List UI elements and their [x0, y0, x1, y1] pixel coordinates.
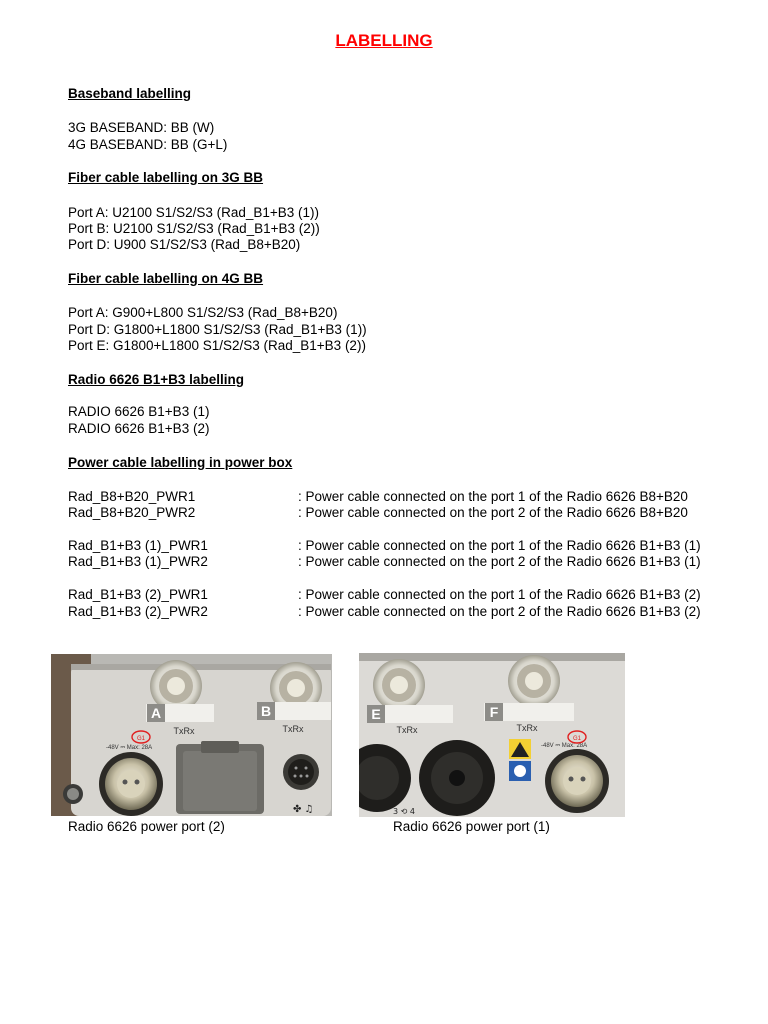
power-spec-text: -48V ⎓ Max: 28A [541, 743, 588, 749]
radio-heading: Radio 6626 B1+B3 labelling [68, 372, 244, 387]
port-letter: A [150, 705, 162, 721]
power-row [68, 505, 688, 522]
fiber3g-line-1: Port A: U2100 S1/S2/S3 (Rad_B1+B3 (1)) [68, 205, 320, 220]
power-row-desc: : Power cable connected on the port 1 of the Radio 6626 B1+B3 (1) [298, 538, 701, 553]
port-letter: B [260, 703, 272, 719]
fiber4g-heading: Fiber cable labelling on 4G BB [68, 271, 264, 286]
power-row-desc: : Power cable connected on the port 2 of the Radio 6626 B1+B3 (1) [298, 554, 701, 569]
fiber3g-heading: Fiber cable labelling on 3G BB [68, 170, 264, 185]
power-row-desc: : Power cable connected on the port 2 of the Radio 6626 B1+B3 (2) [298, 604, 701, 619]
power-row [68, 587, 701, 604]
page-title: LABELLING [335, 31, 433, 50]
power-row-label: Rad_B1+B3 (2)_PWR2 [68, 604, 208, 619]
radio-line-2: RADIO 6626 B1+B3 (2) [68, 421, 210, 436]
power-row [68, 538, 701, 555]
port-tag: TxRx [516, 723, 538, 733]
rotation-label: 3 ⟲ 4 [393, 807, 415, 816]
power-row-desc: : Power cable connected on the port 1 of the Radio 6626 B1+B3 (2) [298, 587, 701, 602]
power-heading: Power cable labelling in power box [68, 455, 293, 470]
fiber4g-line-1: Port A: G900+L800 S1/S2/S3 (Rad_B8+B20) [68, 305, 338, 320]
fiber4g-line-2: Port D: G1800+L1800 S1/S2/S3 (Rad_B1+B3 (1)) [68, 322, 367, 337]
power-row [68, 489, 688, 506]
power-row-label: Rad_B8+B20_PWR1 [68, 489, 196, 504]
baseband-heading: Baseband labelling [68, 86, 192, 101]
power-spec-text: -48V ⎓ Max: 28A [106, 745, 153, 751]
port-letter: E [371, 706, 381, 722]
power-row-desc: : Power cable connected on the port 2 of the Radio 6626 B8+B20 [298, 505, 688, 520]
port-tag: TxRx [396, 725, 418, 735]
port-letter: F [489, 704, 499, 720]
baseband-line-2: 4G BASEBAND: BB (G+L) [68, 137, 228, 152]
baseband-line-1: 3G BASEBAND: BB (W) [68, 120, 215, 135]
power-row [68, 604, 701, 621]
power-row-label: Rad_B1+B3 (1)_PWR2 [68, 554, 208, 569]
caption-left: Radio 6626 power port (2) [68, 819, 225, 834]
power-row [68, 554, 701, 571]
power-row-label: Rad_B1+B3 (2)_PWR1 [68, 587, 208, 602]
fan-bell-icons: ✤ ♫ [293, 804, 314, 815]
fiber3g-line-2: Port B: U2100 S1/S2/S3 (Rad_B1+B3 (2)) [68, 221, 320, 236]
fiber3g-line-3: Port D: U900 S1/S2/S3 (Rad_B8+B20) [68, 237, 301, 252]
power-row-label: Rad_B8+B20_PWR2 [68, 505, 196, 520]
power-row-desc: : Power cable connected on the port 1 of the Radio 6626 B8+B20 [298, 489, 688, 504]
power-row-label: Rad_B1+B3 (1)_PWR1 [68, 538, 208, 553]
circled-marking: G1 [136, 736, 146, 742]
fiber4g-line-3: Port E: G1800+L1800 S1/S2/S3 (Rad_B1+B3 (2)) [68, 338, 366, 353]
circled-marking: G1 [572, 736, 582, 742]
radio-line-1: RADIO 6626 B1+B3 (1) [68, 404, 210, 419]
radio-power-port-1-photo [359, 653, 625, 817]
port-tag: TxRx [173, 726, 195, 736]
radio-power-port-2-photo [51, 654, 332, 816]
caption-right: Radio 6626 power port (1) [393, 819, 550, 834]
port-tag: TxRx [282, 724, 304, 734]
